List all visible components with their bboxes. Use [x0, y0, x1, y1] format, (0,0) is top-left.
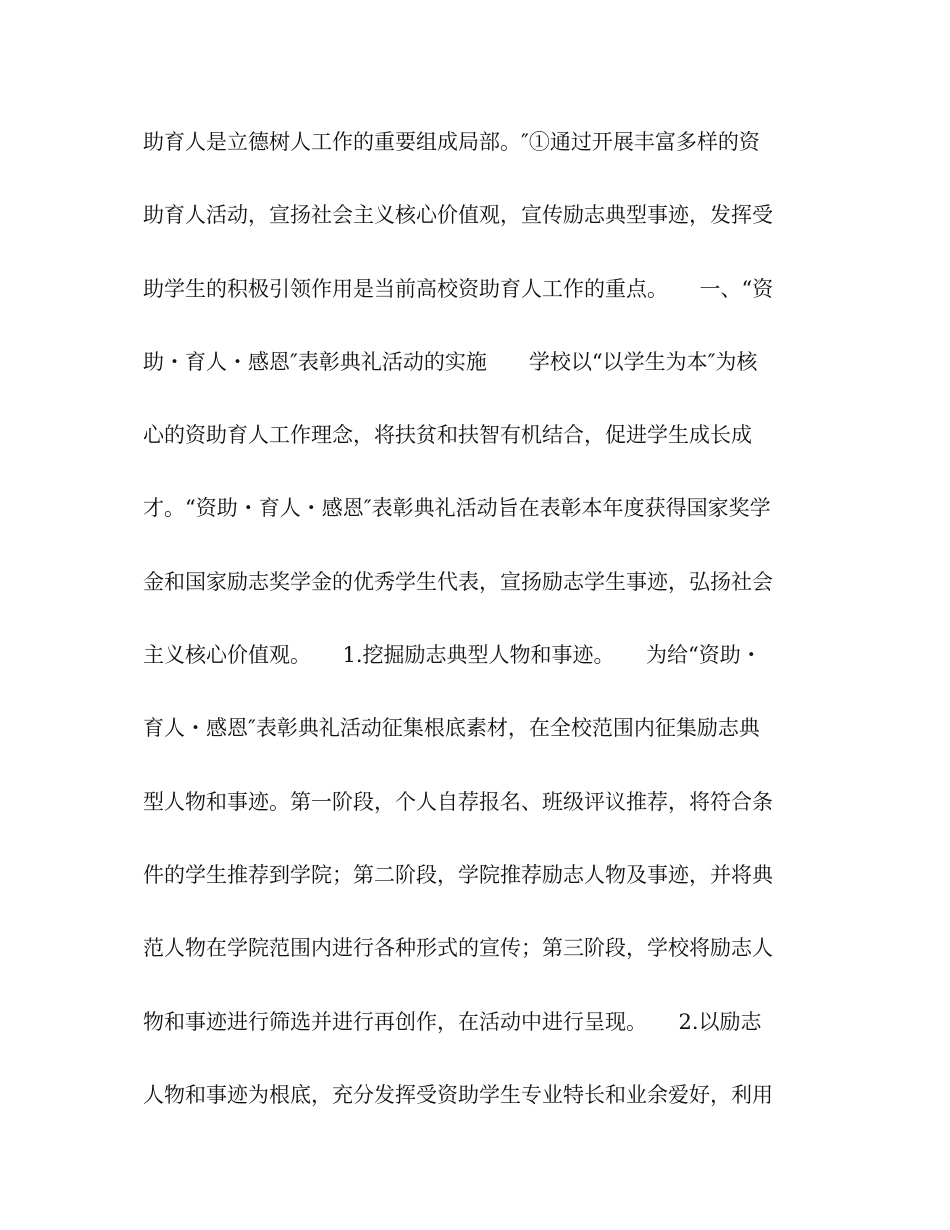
text-line-3: 助学生的积极引领作用是当前高校资助育人工作的重点。 一、“资 — [143, 276, 774, 301]
text-line-2: 助育人活动，宣扬社会主义核心价值观，宣传励志典型事迹，发挥受 — [143, 203, 773, 228]
text-line-11: 件的学生推荐到学院；第二阶段，学院推荐励志人物及事迹，并将典 — [143, 862, 773, 887]
text-line-12: 范人物在学院范围内进行各种形式的宣传；第三阶段，学校将励志人 — [143, 936, 773, 961]
text-line-10: 型人物和事迹。第一阶段，个人自荐报名、班级评议推荐，将符合条 — [143, 789, 773, 814]
text-line-9: 育人・感恩″表彰典礼活动征集根底素材，在全校范围内征集励志典 — [143, 716, 760, 741]
text-line-1: 助育人是立德树人工作的重要组成局部。″①通过开展丰富多样的资 — [143, 130, 760, 154]
text-line-6: 才。“资助・育人・感恩″表彰典礼活动旨在表彰本年度获得国家奖学 — [143, 496, 771, 521]
body-text — [143, 119, 823, 1145]
text-line-8: 主义核心价值观。 1.挖掘励志典型人物和事迹。 为给“资助・ — [143, 643, 762, 668]
text-line-7: 金和国家励志奖学金的优秀学生代表，宣扬励志学生事迹，弘扬社会 — [143, 569, 773, 594]
text-line-4: 助・育人・感恩″表彰典礼活动的实施 学校以“以学生为本″为核 — [143, 349, 758, 374]
text-line-13: 物和事迹进行筛选并进行再创作，在活动中进行呈现。 2.以励志 — [143, 1009, 762, 1034]
text-line-14: 人物和事迹为根底，充分发挥受资助学生专业特长和业余爱好，利用 — [143, 1082, 773, 1107]
text-line-5: 心的资助育人工作理念，将扶贫和扶智有机结合，促进学生成长成 — [143, 423, 752, 448]
